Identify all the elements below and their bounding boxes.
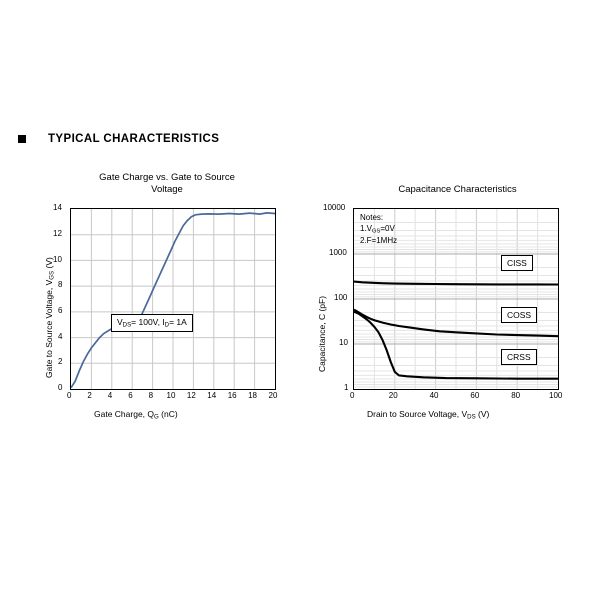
chart-gate-charge-plot-area [70, 208, 276, 390]
chart-capacitance-plot-area [353, 208, 559, 390]
chart-gate-charge-y-axis-title: Gate to Source Voltage, $V_{GS}$ (V) [44, 257, 56, 378]
x-tick-label: 2 [87, 391, 92, 400]
chart-capacitance-notes: Notes: $1.V_{GS}=0V$ 2.F=1MHz [360, 213, 398, 246]
x-tick-label: 0 [67, 391, 72, 400]
y-tick-label: 12 [53, 229, 62, 238]
chart-gate-charge-title: Gate Charge vs. Gate to Source Voltage [99, 172, 235, 195]
x-tick-label: 100 [549, 391, 563, 400]
x-tick-label: 20 [268, 391, 278, 400]
x-tick-label: 16 [227, 391, 237, 400]
chart-gate-charge-x-axis-title: Gate Charge, $Q_G$ (nC) [94, 409, 178, 421]
y-tick-label: 10000 [323, 203, 346, 212]
x-tick-label: 0 [350, 391, 355, 400]
series-label-coss: COSS [501, 307, 537, 323]
x-tick-label: 4 [107, 391, 113, 400]
x-tick-label: 8 [148, 391, 154, 400]
x-tick-label: 20 [388, 391, 398, 400]
chart-gate-charge [22, 172, 292, 437]
x-tick-label: 14 [207, 391, 217, 400]
square-bullet-icon [18, 135, 26, 143]
series-label-crss: CRSS [501, 349, 537, 365]
section-title: TYPICAL CHARACTERISTICS [48, 133, 220, 145]
y-tick-label: 0 [58, 383, 63, 392]
y-tick-label: 2 [58, 357, 63, 366]
chart-capacitance [305, 172, 580, 437]
y-tick-label: 10 [53, 255, 62, 264]
x-tick-label: 6 [128, 391, 133, 400]
y-tick-label: 8 [58, 280, 63, 289]
x-tick-label: 10 [166, 391, 176, 400]
y-tick-label: 1000 [329, 248, 347, 257]
y-tick-label: 4 [58, 332, 63, 341]
y-tick-label: 6 [58, 306, 63, 315]
y-tick-label: 14 [53, 203, 62, 212]
x-tick-label: 12 [186, 391, 196, 400]
y-tick-label: 10 [339, 338, 348, 347]
y-tick-label: 100 [334, 293, 348, 302]
series-label-ciss: CISS [501, 255, 533, 271]
section-heading [18, 133, 219, 145]
chart-capacitance-y-axis-title: Capacitance, C (pF) [317, 295, 327, 372]
chart-gate-charge-annotation: $V_{DS}= 100V$, $I_D= 1A$ [111, 314, 193, 332]
y-tick-label: 1 [344, 383, 349, 392]
chart-capacitance-title: Capacitance Characteristics [398, 184, 517, 195]
chart-gate-charge-series-vgs [71, 209, 275, 389]
x-tick-label: 60 [470, 391, 480, 400]
x-tick-label: 40 [429, 391, 439, 400]
x-tick-label: 80 [511, 391, 521, 400]
chart-capacitance-x-axis-title: Drain to Source Voltage, $V_{DS}$ (V) [367, 409, 490, 421]
x-tick-label: 18 [248, 391, 257, 400]
